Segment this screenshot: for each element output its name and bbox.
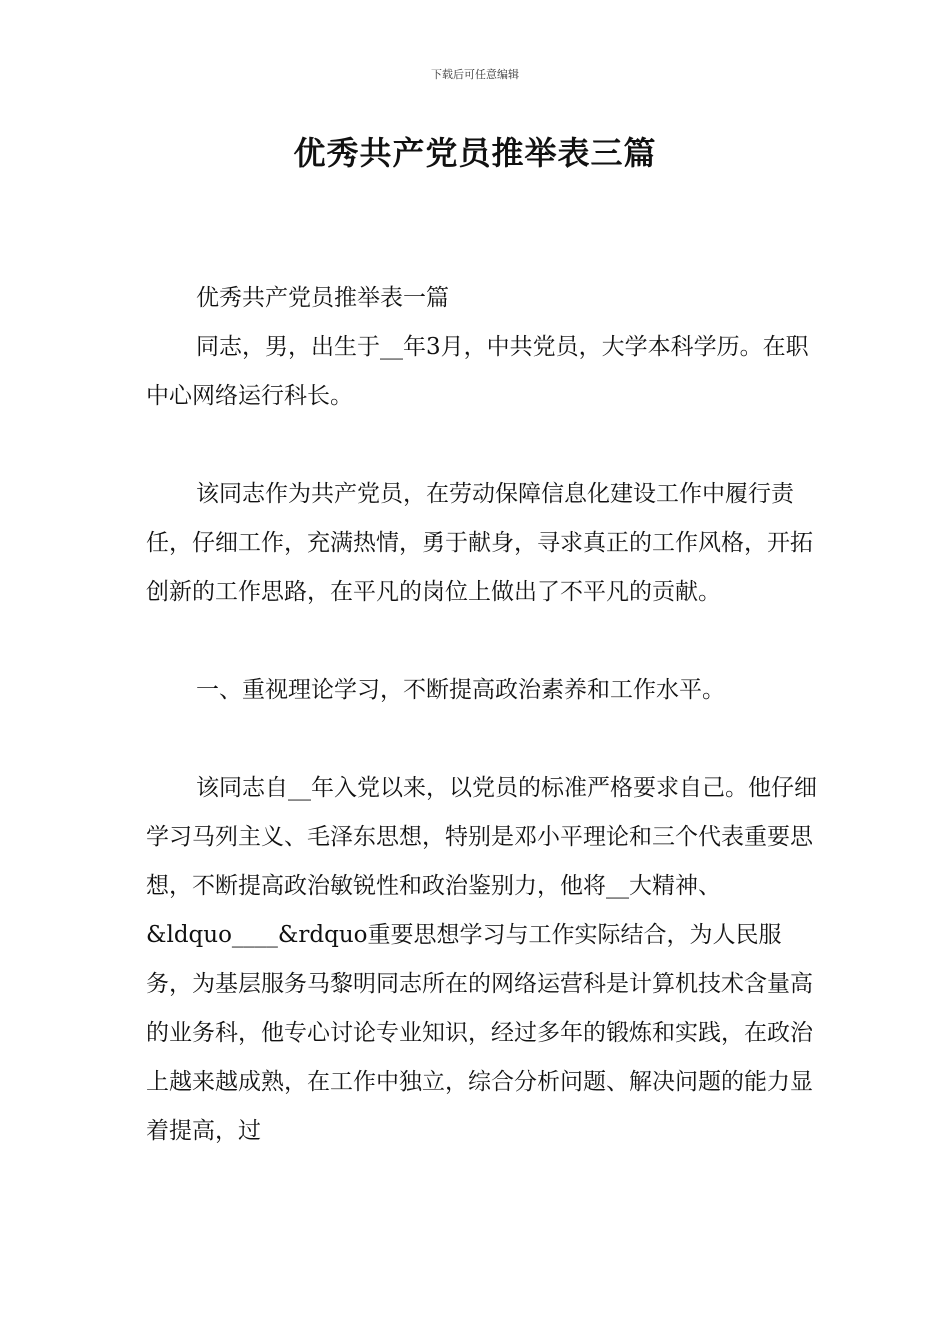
section-heading-1: 一、重视理论学习，不断提高政治素养和工作水平。 [196,677,725,703]
section-subtitle: 优秀共产党员推举表一篇 [196,285,449,311]
paragraph-summary: 该同志作为共产党员，在劳动保障信息化建设工作中履行责任，仔细工作，充满热情，勇于献身，寻求真正的工作风格，开拓创新的工作思路，在平凡的岗位上做出了不平凡的贡献。 [146,481,813,605]
paragraph-spacer [146,421,818,470]
header-note: 下载后可任意编辑 [431,68,519,81]
paragraph-spacer [146,715,818,764]
paragraph-spacer [146,617,818,666]
document-body [146,274,818,1156]
paragraph-intro: 同志，男，出生于__年3月，中共党员，大学本科学历。在职中心网络运行科长。 [146,334,809,409]
document-title: 优秀共产党员推举表三篇 [293,134,657,172]
paragraph-theory-study: 该同志自__年入党以来，以党员的标准严格要求自己。他仔细学习马列主义、毛泽东思想，特别是邓小平理论和三个代表重要思想，不断提高政治敏锐性和政治鉴别力，他将__大精神、&ldquo____&rdquo重要思想学习与工作实际结合，为人民服务，为基层服务马黎明同志所在的网络运营科是计算机技术含量高的业务科，他专心讨论专业知识，经过多年的锻炼和实践，在政治上越来越成熟，在工作中独立，综合分析问题、解决问题的能力显着提高，过 [146,775,817,1144]
